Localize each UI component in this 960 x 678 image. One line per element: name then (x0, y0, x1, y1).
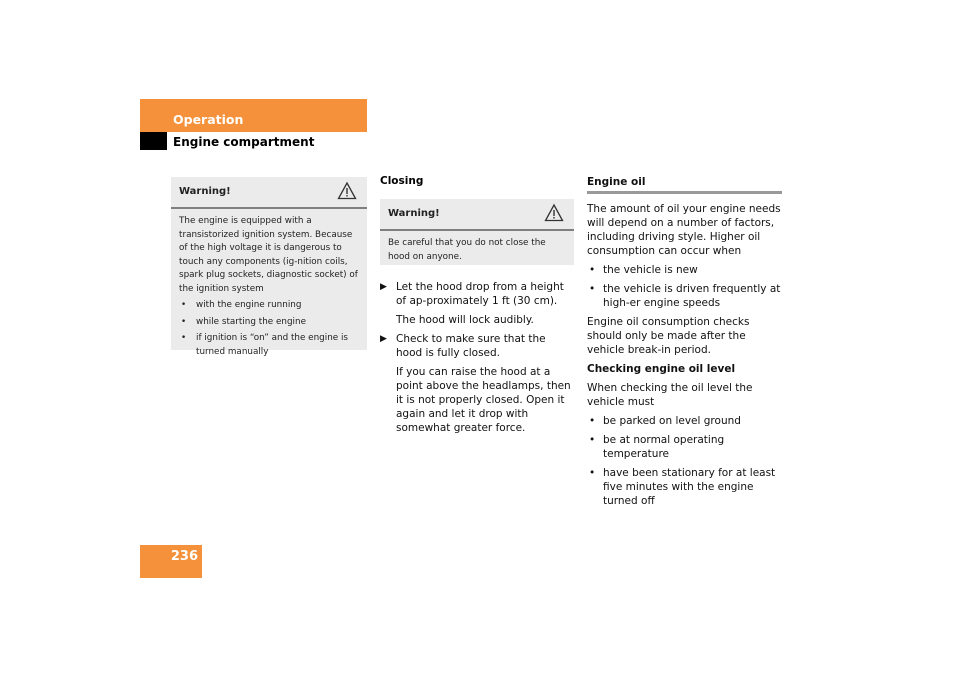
step-note: If you can raise the hood at a point above the headlamps, then it is not properly closed. Open it again and let it drop with somewhat greater force. (396, 366, 571, 434)
list-item: • the vehicle is driven frequently at high-er engine speeds (589, 283, 781, 309)
engine-oil-section (587, 175, 782, 513)
closing-steps (380, 280, 575, 440)
step-item: ▶ Check to make sure that the hood is fully closed. (380, 333, 546, 359)
page-number: 236 (170, 549, 198, 564)
check-oil-intro: When checking the oil level the vehicle must (587, 382, 753, 408)
step-arrow-icon: ▶ (380, 334, 387, 344)
warning-text: Be careful that you do not close the hood on anyone. (388, 238, 546, 262)
section-marker (140, 132, 167, 150)
section-title: Operation (173, 112, 244, 127)
engine-oil-heading: Engine oil (587, 175, 782, 194)
warning-triangle-icon (337, 181, 357, 201)
warning-header (380, 199, 574, 231)
warning-bullet-list (179, 299, 359, 359)
engine-oil-intro: The amount of oil your engine needs will depend on a number of factors, including driving style. Higher oil consumption can occur when (587, 203, 781, 257)
list-item: • if ignition is “on” and the engine is turned manually (181, 333, 349, 357)
warning-title: Warning! (179, 186, 231, 197)
check-oil-heading: Checking engine oil level (587, 363, 736, 375)
warning-body (171, 209, 367, 359)
subsection-title: Engine compartment (173, 135, 315, 149)
warning-triangle-icon (544, 203, 564, 223)
closing-heading: Closing (380, 175, 424, 187)
warning-title: Warning! (388, 208, 440, 219)
list-item: • be at normal operating temperature (589, 434, 725, 460)
step-result: The hood will lock audibly. (396, 314, 534, 326)
warning-body (380, 231, 574, 264)
warning-box-hood (380, 199, 574, 265)
step-item: ▶ Let the hood drop from a height of ap-proximately 1 ft (30 cm). (380, 281, 564, 307)
list-item: • be parked on level ground (589, 415, 741, 427)
engine-oil-note: Engine oil consumption checks should only be made after the vehicle break-in period. (587, 316, 750, 356)
warning-header (171, 177, 367, 209)
list-item: • the vehicle is new (589, 264, 698, 276)
warning-text: The engine is equipped with a transistorized ignition system. Because of the high voltage it is dangerous to touch any components (ig-nition coils, spark plug sockets, diagnostic socket) of the ignition system (179, 216, 358, 294)
list-item: • with the engine running (181, 300, 302, 310)
list-item: • while starting the engine (181, 316, 306, 327)
list-item: • have been stationary for at least five minutes with the engine turned off (589, 467, 776, 507)
warning-box-ignition (171, 177, 367, 357)
step-arrow-icon: ▶ (380, 282, 387, 292)
